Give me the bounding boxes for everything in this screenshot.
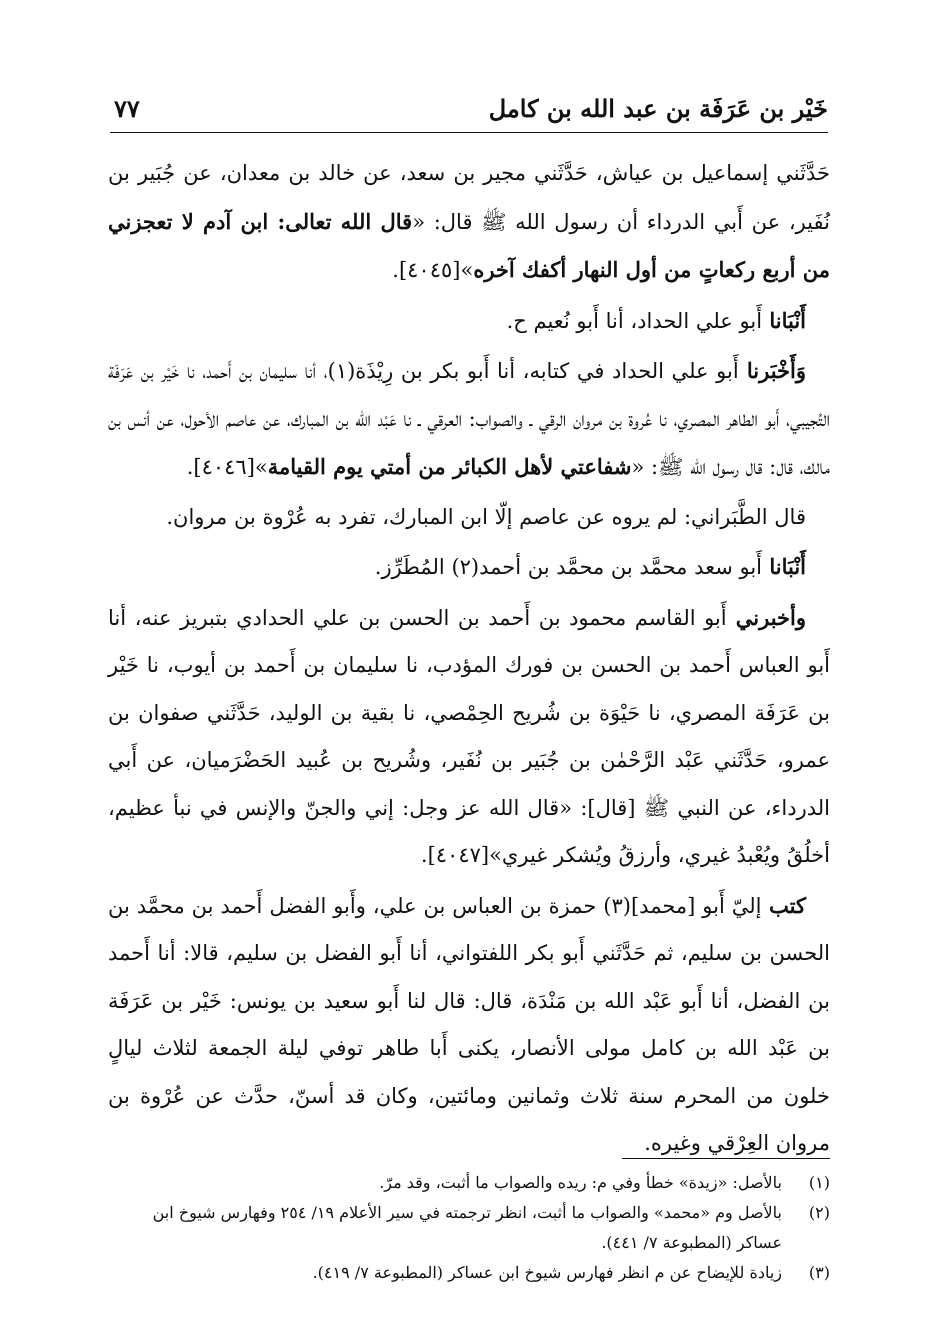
text-segment: قال الطَّبَراني: لم يروه عن عاصم إلّا ابن المبارك، تفرد به عُرْوة بن مروان. bbox=[166, 504, 806, 529]
transmission-term: أَنْبَانا bbox=[762, 307, 806, 333]
page-header bbox=[110, 92, 828, 133]
transmission-term: كتب bbox=[761, 892, 806, 918]
transmission-term: وَأَخْبَرنا bbox=[738, 358, 806, 383]
running-title: خَيْر بن عَرَفَة بن عبد الله بن كامل bbox=[488, 94, 828, 123]
footnote-text: زيادة للإيضاح عن م انظر فهارس شيوخ ابن عساكر (المطبوعة ٧/ ٤١٩). bbox=[312, 1263, 782, 1282]
footnote-number: (٢) bbox=[808, 1203, 830, 1222]
hadith-text: شفاعتي لأهل الكبائر من أمتي يوم القيامة bbox=[267, 454, 632, 479]
footnote-text: بالأصل: «زيدة» خطأ وفي م: ريده والصواب ما أثبت، وقد مرّ. bbox=[379, 1173, 782, 1192]
hadith-number: »[٤٠٤٦]. bbox=[186, 455, 268, 479]
hadith-text: قال الله تعالى: ابن آدم لا تعجزني من أربع ركعاتٍ من أول النهار أكفك آخره bbox=[108, 208, 830, 282]
page-number: ٧٧ bbox=[114, 94, 140, 123]
footnote-1 bbox=[108, 1168, 830, 1198]
footnote-text: بالأصل وم «محمد» والصواب ما أثبت، انظر ترجمته في سير الأعلام ١٩/ ٢٥٤ وفهارس شيوخ ابن عساكر (المطبوعة ٧/ ٤٤١). bbox=[152, 1203, 782, 1252]
footnote-number: (٣) bbox=[808, 1263, 830, 1282]
footnotes bbox=[108, 1168, 830, 1288]
paragraph-5 bbox=[108, 543, 830, 592]
hadith-number: »[٤٠٤٥]. bbox=[392, 258, 474, 282]
footnote-number: (١) bbox=[808, 1173, 830, 1192]
paragraph-7 bbox=[108, 882, 830, 1168]
text-segment: أَبو سعد محمَّد بن محمَّد بن أحمد(٢) المُطَرِّز. bbox=[374, 555, 763, 579]
text-segment: أَبو علي الحداد في كتابه، أنا أَبو بكر بن رِيْذَة(١)، أنا سليمان بن أَحمد، نا خَيْر بن عَرَفَة التُجيبي، أَبو الطاهر المصري، نا عُروة بن مروان الرقي ـ والصواب: العرقي ـ نا عَبْد الله بن المبارك، عن عاصم الأحول، عن أنس بن مالك، قال: قال رسول الله ﷺ: « bbox=[108, 359, 830, 479]
text-segment: أَبو علي الحداد، أنا أَبو نُعيم ح. bbox=[506, 308, 763, 333]
footnote-3 bbox=[108, 1258, 830, 1288]
paragraph-6 bbox=[108, 594, 830, 880]
main-text bbox=[108, 150, 830, 1170]
paragraph-2 bbox=[108, 297, 830, 346]
text-segment: حَدَّثَني إسماعيل بن عياش، حَدَّثَني مجير بن سعد، عن خالد بن معدان، عن جُبَير بن نُفَير، عن أَبي الدرداء أن رسول الله ﷺ قال: « bbox=[108, 161, 830, 234]
footnote-2 bbox=[108, 1198, 830, 1258]
text-segment: إليّ أَبو [محمد](٣) حمزة بن العباس بن علي، وأَبو الفضل أَحمد بن محمَّد بن الحسن بن سليم، ثم حَدَّثَني أَبو بكر اللفتواني، أنا أَبو الفضل بن سليم، قالا: أنا أَحمد بن الفضل، أنا أَبو عَبْد الله بن مَنْدَة، قال: قال لنا أَبو سعيد بن يونس: خَيْر بن عَرَفَة بن عَبْد الله بن كامل مولى الأنصار، يكنى أَبا طاهر توفي ليلة الجمعة لثلاث ليالٍ خلون من المحرم سنة ثلاث وثمانين ومائتين، وكان قد أسنّ، حدَّث عن عُرْوة بن مروان العِرْقي وغيره. bbox=[108, 893, 830, 1155]
transmission-term: وأخبرني bbox=[726, 604, 806, 630]
transmission-term: أَنْبَانا bbox=[762, 554, 806, 579]
paragraph-1 bbox=[108, 150, 830, 295]
footnote-divider bbox=[622, 1158, 830, 1159]
text-segment: أَبو القاسم محمود بن أَحمد بن الحسن بن علي الحدادي بتبريز عنه، أنا أَبو العباس أَحمد بن الحسن بن فورك المؤدب، نا سليمان بن أَحمد بن أيوب، نا خَيْر بن عَرَفَة المصري، نا حَيْوَة بن شُريح الحِمْصي، نا بقية بن الوليد، حَدَّثَني صفوان بن عمرو، حَدَّثَني عَبْد الرَّحْمٰن بن جُبَير بن نُفَير، وشُريح بن عُبيد الحَضْرَميان، عن أَبي الدرداء، عن النبي ﷺ [قال]: «قال الله عز وجل: إني والجنّ والإنس في نبأ عظيم، أخلُقُ ويُعْبدُ غيري، وأرزقُ ويُشكر غيري»[٤٠٤٧]. bbox=[108, 605, 830, 867]
paragraph-4 bbox=[108, 494, 830, 542]
paragraph-3 bbox=[108, 347, 830, 492]
